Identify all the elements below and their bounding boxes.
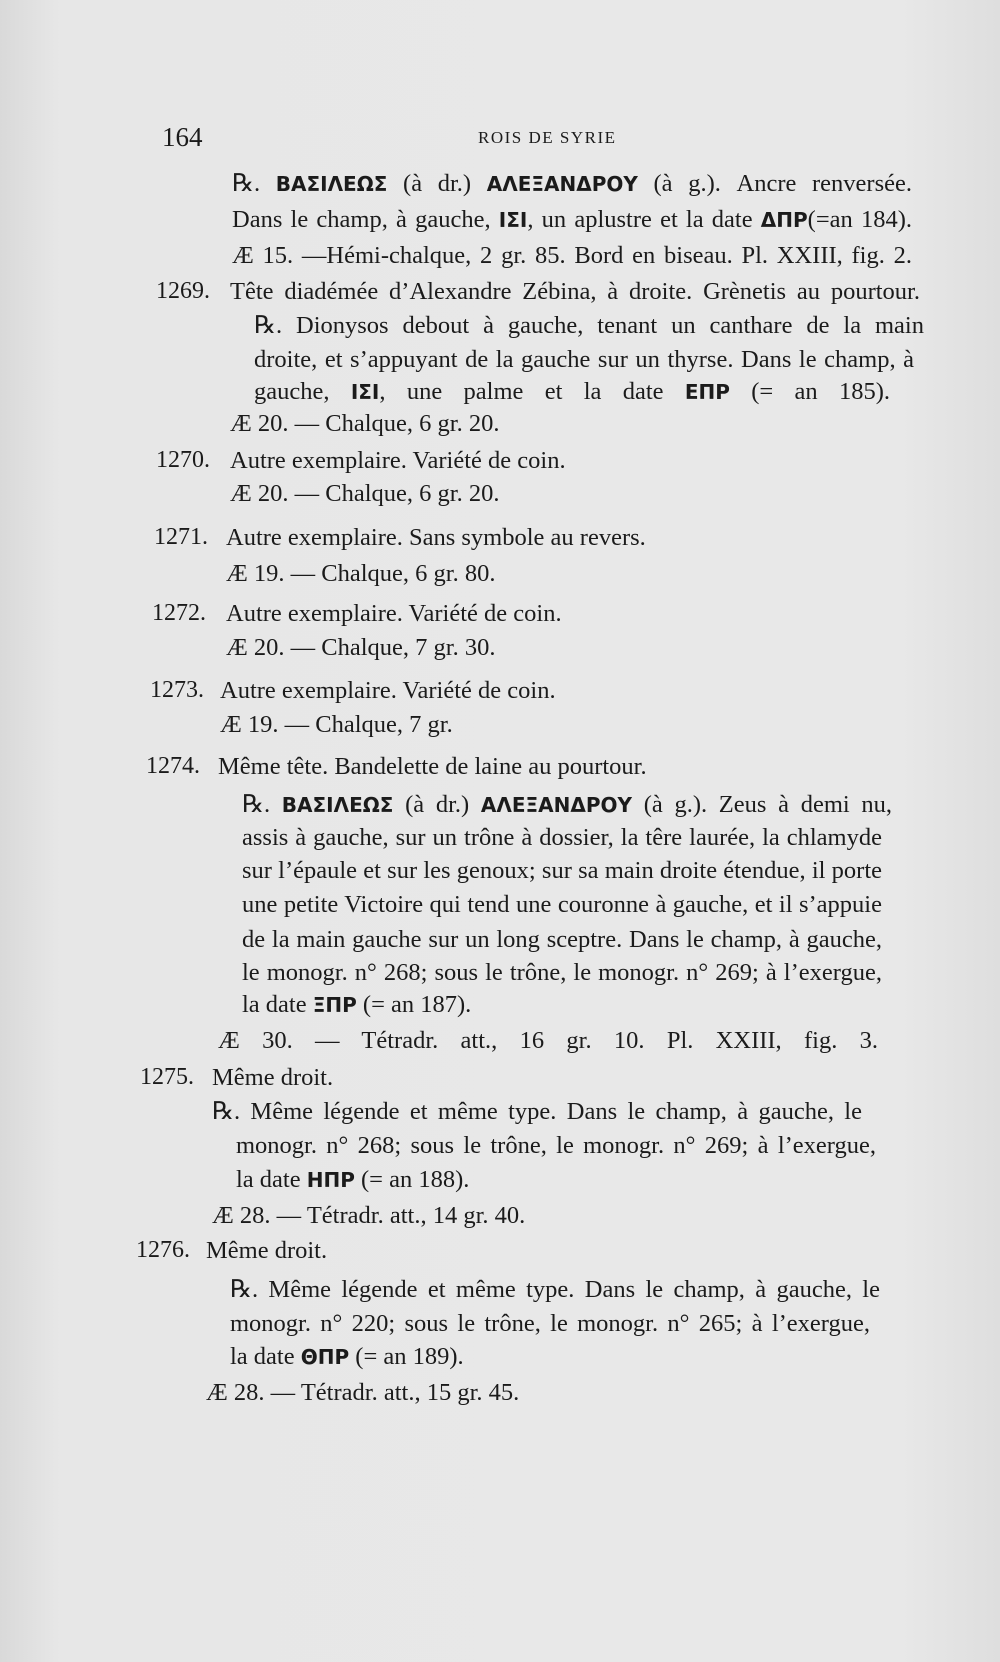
entry-line (254, 348, 914, 373)
entry-line (206, 1381, 519, 1406)
line-text: Autre exemplaire. Sans symbole au revers. (226, 524, 646, 551)
line-text: ℞. Même légende et même type. Dans le champ, à gauche, le (212, 1098, 862, 1125)
line-text: Æ 19. — Chalque, 6 gr. 80. (226, 560, 496, 587)
line-text: Autre exemplaire. Variété de coin. (230, 447, 566, 474)
line-text: Tête diadémée d’Alexandre Zébina, à droite. Grènetis au pourtour. (230, 278, 920, 305)
entry-line (236, 1134, 876, 1159)
greek-legend: ΗΠΡ (306, 1168, 355, 1192)
line-text: gauche, (254, 378, 351, 405)
entry-line (242, 859, 882, 884)
entry-line (230, 1278, 880, 1303)
entry-line (226, 636, 496, 661)
entry-line (232, 172, 912, 197)
line-text: assis à gauche, sur un trône à dossier, la têre laurée, la chlamyde (242, 824, 882, 851)
line-text: de la main gauche sur un long sceptre. Dans le champ, à gauche, (242, 926, 882, 953)
line-text: Même tête. Bandelette de laine au pourtour. (218, 753, 647, 780)
entry-line (242, 826, 882, 851)
greek-legend: ΔΠΡ (760, 208, 808, 232)
entry-line (232, 208, 912, 233)
line-text: (à dr.) (393, 791, 481, 818)
entry-line (218, 1029, 878, 1054)
entry-line (242, 928, 882, 953)
line-text: , une palme et la date (379, 378, 685, 405)
line-text: (= an 185). (729, 378, 891, 405)
entry-number: 1275. (140, 1064, 194, 1090)
line-text: Æ 19. — Chalque, 7 gr. (220, 711, 453, 738)
line-text: Æ 15. —Hémi-chalque, 2 gr. 85. Bord en biseau. Pl. XXIII, fig. 2. (232, 242, 912, 269)
entry-number: 1273. (150, 677, 204, 703)
line-text: (= an 187). (356, 991, 472, 1018)
running-title: ROIS DE SYRIE (478, 128, 617, 147)
greek-legend: ΕΠΡ (684, 380, 730, 404)
page-number: 164 (162, 122, 203, 152)
line-text: droite, et s’appuyant de la gauche sur un thyrse. Dans le champ, à (254, 346, 914, 373)
line-text: Æ 20. — Chalque, 6 gr. 20. (230, 410, 500, 437)
entry-line (212, 1204, 525, 1229)
line-text: Æ 30. — Tétradr. att., 16 gr. 10. Pl. XXIII, fig. 3. (218, 1027, 878, 1054)
entry-line (230, 412, 500, 437)
entry-line (230, 1345, 464, 1370)
line-text: Autre exemplaire. Variété de coin. (220, 677, 556, 704)
entry-line (226, 562, 496, 587)
entry-line (242, 893, 882, 918)
line-text: Æ 20. — Chalque, 6 gr. 20. (230, 480, 500, 507)
line-text: une petite Victoire qui tend une couronne à gauche, et il s’appuie (242, 891, 882, 918)
line-text: (= an 189). (349, 1343, 464, 1370)
line-text: sur l’épaule et sur les genoux; sur sa main droite étendue, il porte (242, 857, 882, 884)
entry-number: 1271. (154, 524, 208, 550)
line-text: monogr. n° 268; sous le trône, le monogr. n° 269; à l’exergue, (236, 1132, 876, 1159)
entry-line (220, 713, 453, 738)
entry-line (212, 1066, 333, 1091)
line-text: la date (230, 1343, 301, 1370)
line-text: la date (236, 1166, 307, 1193)
line-text: , un aplustre et la date (527, 206, 761, 233)
greek-legend: ΙΣΙ (498, 208, 528, 232)
line-text: Même droit. (206, 1237, 328, 1264)
greek-legend: ΒΑΣΙΛΕΩΣ (275, 172, 388, 196)
entry-number: 1276. (136, 1237, 190, 1263)
page-header (0, 122, 1000, 152)
line-text: ℞. (232, 170, 276, 197)
entry-line (242, 993, 471, 1018)
greek-legend: ΘΠΡ (300, 1345, 350, 1369)
greek-legend: ΞΠΡ (312, 993, 357, 1017)
entry-line (206, 1239, 327, 1264)
entry-line (242, 793, 892, 818)
entry-number: 1272. (152, 600, 206, 626)
entry-line (242, 961, 882, 986)
line-text: le monogr. n° 268; sous le trône, le monogr. n° 269; à l’exergue, (242, 959, 882, 986)
entry-line (226, 602, 562, 627)
line-text: Même droit. (212, 1064, 334, 1091)
line-text: la date (242, 991, 313, 1018)
greek-legend: ΑΛΕΞΑΝΔΡΟΥ (480, 793, 633, 817)
entry-line (254, 380, 890, 405)
line-text: Dans le champ, à gauche, (232, 206, 499, 233)
entry-number: 1269. (156, 278, 210, 304)
greek-legend: ΒΑΣΙΛΕΩΣ (281, 793, 394, 817)
line-text: ℞. Dionysos debout à gauche, tenant un canthare de la main (254, 312, 924, 339)
entry-line (254, 314, 924, 339)
line-text: (à g.). Ancre renversée. (637, 170, 912, 197)
greek-legend: ΙΣΙ (350, 380, 380, 404)
line-text: ℞. Même légende et même type. Dans le champ, à gauche, le (230, 1276, 880, 1303)
entry-line (230, 1312, 870, 1337)
entry-number: 1270. (156, 447, 210, 473)
line-text: Æ 20. — Chalque, 7 gr. 30. (226, 634, 496, 661)
entry-line (212, 1100, 862, 1125)
entry-line (218, 755, 647, 780)
line-text: (à g.). Zeus à demi nu, (632, 791, 893, 818)
line-text: (à dr.) (387, 170, 487, 197)
line-text: Æ 28. — Tétradr. att., 15 gr. 45. (206, 1379, 520, 1406)
line-text: (= an 188). (354, 1166, 470, 1193)
line-text: (=an 184). (807, 206, 912, 233)
entry-line (232, 244, 912, 269)
line-text: monogr. n° 220; sous le trône, le monogr. n° 265; à l’exergue, (230, 1310, 870, 1337)
line-text: Autre exemplaire. Variété de coin. (226, 600, 562, 627)
entry-line (230, 280, 920, 305)
greek-legend: ΑΛΕΞΑΝΔΡΟΥ (486, 172, 638, 196)
entry-line (230, 482, 500, 507)
entry-line (226, 526, 646, 551)
entry-line (236, 1168, 469, 1193)
entry-line (230, 449, 566, 474)
entry-line (220, 679, 556, 704)
line-text: Æ 28. — Tétradr. att., 14 gr. 40. (212, 1202, 526, 1229)
line-text: ℞. (242, 791, 282, 818)
entry-number: 1274. (146, 753, 200, 779)
